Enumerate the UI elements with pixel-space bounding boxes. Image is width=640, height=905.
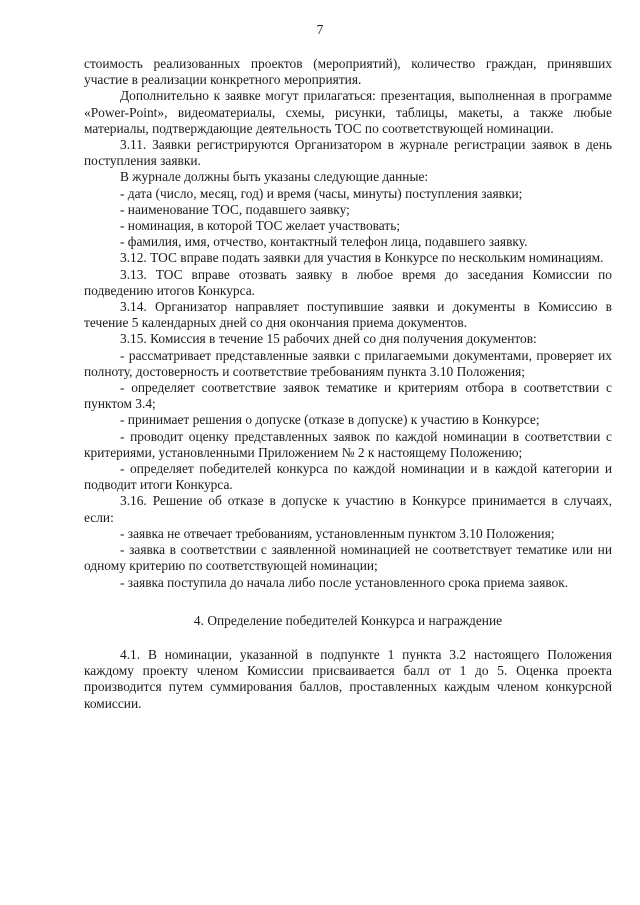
list-item-deadline: - заявка поступила до начала либо после установленного срока приема заявок. xyxy=(120,574,569,590)
journal-intro: В журнале должны быть указаны следующие данные: xyxy=(120,169,429,185)
document-body xyxy=(84,56,612,712)
list-item-winners: - определяет победителей конкурса по каждой номинации и в каждой категории и подводит итоги Конкурса. xyxy=(84,461,612,493)
list-item-contact: - фамилия, имя, отчество, контактный телефон лица, подавшего заявку. xyxy=(120,234,528,250)
page-number: 7 xyxy=(316,22,324,37)
list-item-requirements: - заявка не отвечает требованиям, установленным пунктом 3.10 Положения; xyxy=(120,525,555,541)
section-title: 4. Определение победителей Конкурса и награждение xyxy=(193,612,503,628)
list-item-review: - рассматривает представленные заявки с прилагаемыми документами, проверяет их полноту, достоверность и соответствие требованиям пункта 3.10 Положения; xyxy=(84,347,612,379)
list-item-name: - наименование ТОС, подавшего заявку; xyxy=(120,201,350,217)
clause-3-11: 3.11. Заявки регистрируются Организатором в журнале регистрации заявок в день поступления заявки. xyxy=(84,137,612,169)
clause-3-14: 3.14. Организатор направляет поступившие заявки и документы в Комиссию в течение 5 календарных дней со дня окончания приема документов. xyxy=(84,299,612,331)
paragraph-continuation: стоимость реализованных проектов (мероприятий), количество граждан, принявших участие в реализации конкретного мероприятия. xyxy=(84,56,612,88)
clause-4-1: 4.1. В номинации, указанной в подпункте 1 пункта 3.2 настоящего Положения каждому проекту членом Комиссии присваивается балл от 1 до 5. Оценка проекта производится путем суммирования баллов, проставленных каждым членом конкурсной комиссии. xyxy=(84,646,612,711)
clause-3-15: 3.15. Комиссия в течение 15 рабочих дней со дня получения документов: xyxy=(120,331,537,347)
list-item-nomination: - номинация, в которой ТОС желает участвовать; xyxy=(120,218,401,234)
clause-3-13: 3.13. ТОС вправе отозвать заявку в любое время до заседания Комиссии по подведению итогов Конкурса. xyxy=(84,266,612,298)
list-item-admission: - принимает решения о допуске (отказе в допуске) к участию в Конкурсе; xyxy=(120,412,540,428)
list-item-evaluation: - проводит оценку представленных заявок по каждой номинации в соответствии с критериями, установленными Приложением № 2 к настоящему Положению; xyxy=(84,428,612,460)
list-item-date: - дата (число, месяц, год) и время (часы, минуты) поступления заявки; xyxy=(120,185,523,201)
clause-3-12: 3.12. ТОС вправе подать заявки для участия в Конкурсе по нескольким номинациям. xyxy=(120,250,604,266)
list-item-criteria: - определяет соответствие заявок тематике и критериям отбора в соответствии с пунктом 3.4; xyxy=(84,380,612,412)
clause-3-16: 3.16. Решение об отказе в допуске к участию в Конкурсе принимается в случаях, если: xyxy=(84,493,612,525)
list-item-topic: - заявка в соответствии с заявленной номинацией не соответствует тематике или ни одному критерию по соответствующей номинации; xyxy=(84,542,612,574)
paragraph-attachments: Дополнительно к заявке могут прилагаться: презентация, выполненная в программе «Power-Point», видеоматериалы, схемы, рисунки, таблицы, макеты, а также любые материалы, подтверждающие деятельность ТОС по соответствующей номинации. xyxy=(84,88,612,136)
